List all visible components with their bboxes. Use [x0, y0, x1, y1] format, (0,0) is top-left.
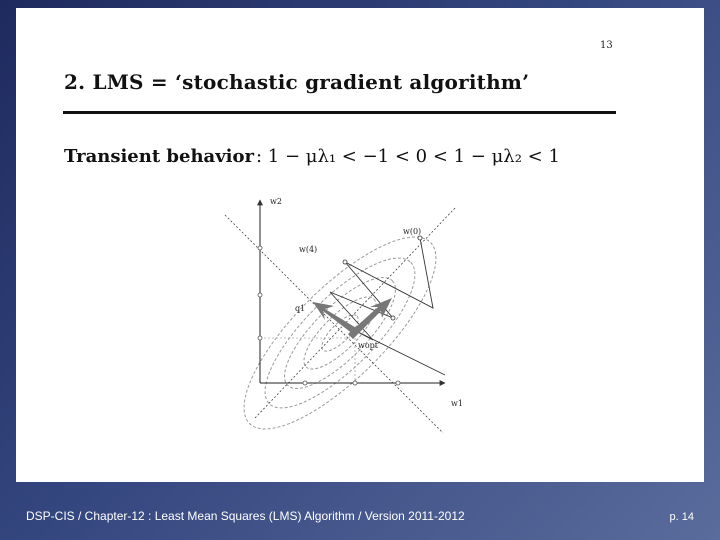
footer-page-number: p. 14	[669, 511, 694, 523]
wopt-label: wopt	[358, 341, 378, 350]
transient-formula: : 1 − μλ₁ < −1 < 0 < 1 − μλ₂ < 1	[255, 146, 560, 167]
q2-arrow	[348, 298, 392, 339]
w4-label: w(4)	[299, 245, 318, 254]
slide-page-number: 13	[600, 40, 613, 51]
q1-arrow	[313, 302, 358, 334]
w2-axis-label: w2	[270, 197, 282, 206]
q1-label: q1	[295, 304, 306, 313]
w1-axis-label: w1	[451, 399, 463, 408]
error-contours	[218, 211, 463, 440]
lms-trajectory-diagram	[215, 190, 475, 440]
gradient-arrows	[313, 298, 392, 339]
heading-rule	[63, 111, 616, 114]
w0-label: w(0)	[403, 227, 422, 236]
slide-heading: 2. LMS = ‘stochastic gradient algorithm’	[64, 70, 530, 94]
footer-text: DSP-CIS / Chapter-12 : Least Mean Squares (LMS) Algorithm / Version 2011-2012	[26, 509, 465, 523]
guide-lines	[260, 338, 355, 383]
transient-line	[64, 146, 560, 167]
transient-label: Transient behavior	[64, 146, 254, 167]
